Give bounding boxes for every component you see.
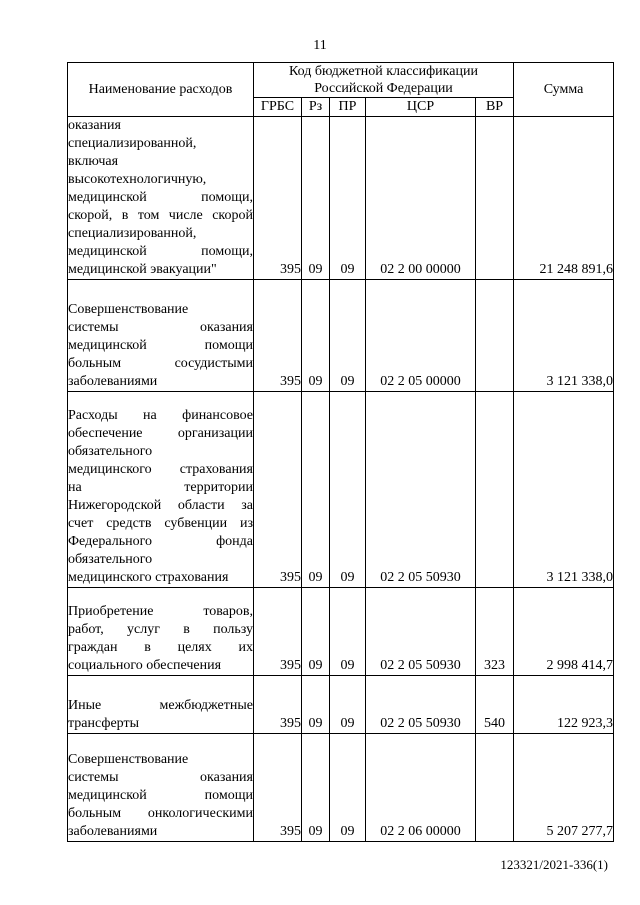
header-csr: ЦСР (366, 98, 476, 117)
expense-name-line: граждан в целях их (68, 640, 253, 655)
table-row (68, 734, 614, 842)
pr-code: 09 (330, 734, 366, 842)
pr-code: 09 (330, 117, 366, 280)
expense-name-line: высокотехнологичную, (68, 172, 207, 187)
csr-code: 02 2 05 50930 (366, 588, 476, 676)
expense-name (68, 117, 254, 280)
budget-table (67, 62, 614, 842)
amount: 3 121 338,0 (514, 280, 614, 392)
csr-code: 02 2 05 00000 (366, 280, 476, 392)
expense-name-line: Нижегородской области за (68, 498, 253, 513)
expense-name-line: работ, услуг в пользу (68, 622, 253, 637)
amount: 21 248 891,6 (514, 117, 614, 280)
document-code: 123321/2021-336(1) (500, 857, 608, 872)
rz-code: 09 (302, 280, 330, 392)
header-sum: Сумма (514, 63, 614, 117)
expense-name-line: Приобретение товаров, (68, 604, 253, 619)
expense-name-line: включая (68, 154, 119, 169)
expense-name-line: оказания (68, 118, 121, 133)
expense-name-line: системы оказания (68, 320, 253, 335)
expense-name-line: обязательного (68, 444, 153, 459)
expense-name-line: скорой, в том числе скорой (68, 208, 253, 223)
expense-name (68, 676, 254, 734)
expense-name-line: больным сосудистыми (68, 356, 253, 371)
expense-name (68, 392, 254, 588)
table-row (68, 676, 614, 734)
grbs-code: 395 (254, 734, 302, 842)
table-body (68, 117, 614, 842)
rz-code: 09 (302, 117, 330, 280)
csr-code: 02 2 00 00000 (366, 117, 476, 280)
expense-name-line: заболеваниями (68, 824, 158, 839)
expense-name-line: специализированной, (68, 226, 197, 241)
expense-name-line: медицинской эвакуации" (68, 262, 217, 277)
expense-name (68, 734, 254, 842)
csr-code: 02 2 06 00000 (366, 734, 476, 842)
amount: 122 923,3 (514, 676, 614, 734)
pr-code: 09 (330, 676, 366, 734)
expense-name-line: медицинского страхования (68, 570, 229, 585)
expense-name-line: специализированной, (68, 136, 197, 151)
expense-name-line: медицинского страхования (68, 462, 253, 477)
expense-name-line: больным онкологическими (68, 806, 253, 821)
expense-name (68, 588, 254, 676)
expense-name-line: обязательного (68, 552, 153, 567)
header-grbs: ГРБС (254, 98, 302, 117)
header-name: Наименование расходов (68, 63, 254, 117)
header-rz: Рз (302, 98, 330, 117)
expense-name-line: медицинской помощи, (68, 190, 253, 205)
expense-name-line: системы оказания (68, 770, 253, 785)
rz-code: 09 (302, 392, 330, 588)
amount: 3 121 338,0 (514, 392, 614, 588)
amount: 5 207 277,7 (514, 734, 614, 842)
expense-name (68, 280, 254, 392)
pr-code: 09 (330, 588, 366, 676)
csr-code: 02 2 05 50930 (366, 676, 476, 734)
expense-name-line: обеспечение организации (68, 426, 253, 441)
grbs-code: 395 (254, 117, 302, 280)
grbs-code: 395 (254, 588, 302, 676)
grbs-code: 395 (254, 280, 302, 392)
pr-code: 09 (330, 280, 366, 392)
expense-name-line: Расходы на финансовое (68, 408, 253, 423)
grbs-code: 395 (254, 392, 302, 588)
csr-code: 02 2 05 50930 (366, 392, 476, 588)
expense-name-line: на территории (68, 480, 253, 495)
vr-code: 540 (476, 676, 514, 734)
expense-name-line: Совершенствование (68, 302, 189, 317)
vr-code (476, 734, 514, 842)
expense-name-line: заболеваниями (68, 374, 158, 389)
expense-name-line: Федерального фонда (68, 534, 253, 549)
rz-code: 09 (302, 676, 330, 734)
expense-name-line: счет средств субвенции из (68, 516, 253, 531)
vr-code: 323 (476, 588, 514, 676)
expense-name-line: медицинской помощи, (68, 244, 253, 259)
amount: 2 998 414,7 (514, 588, 614, 676)
rz-code: 09 (302, 588, 330, 676)
pr-code: 09 (330, 392, 366, 588)
vr-code (476, 117, 514, 280)
expense-name-line: медицинской помощи (68, 338, 253, 353)
expense-name-line: Совершенствование (68, 752, 189, 767)
page-number: 11 (313, 38, 327, 53)
expense-name-line: социального обеспечения (68, 658, 222, 673)
rz-code: 09 (302, 734, 330, 842)
vr-code (476, 280, 514, 392)
table-row (68, 392, 614, 588)
table-row (68, 117, 614, 280)
header-code-group: Код бюджетной классификации Российской Федерации (254, 63, 514, 98)
header-pr: ПР (330, 98, 366, 117)
table-row (68, 280, 614, 392)
table-row (68, 588, 614, 676)
header-vr: ВР (476, 98, 514, 117)
expense-name-line: трансферты (68, 716, 140, 731)
vr-code (476, 392, 514, 588)
expense-name-line: медицинской помощи (68, 788, 253, 803)
grbs-code: 395 (254, 676, 302, 734)
expense-name-line: Иные межбюджетные (68, 698, 253, 713)
